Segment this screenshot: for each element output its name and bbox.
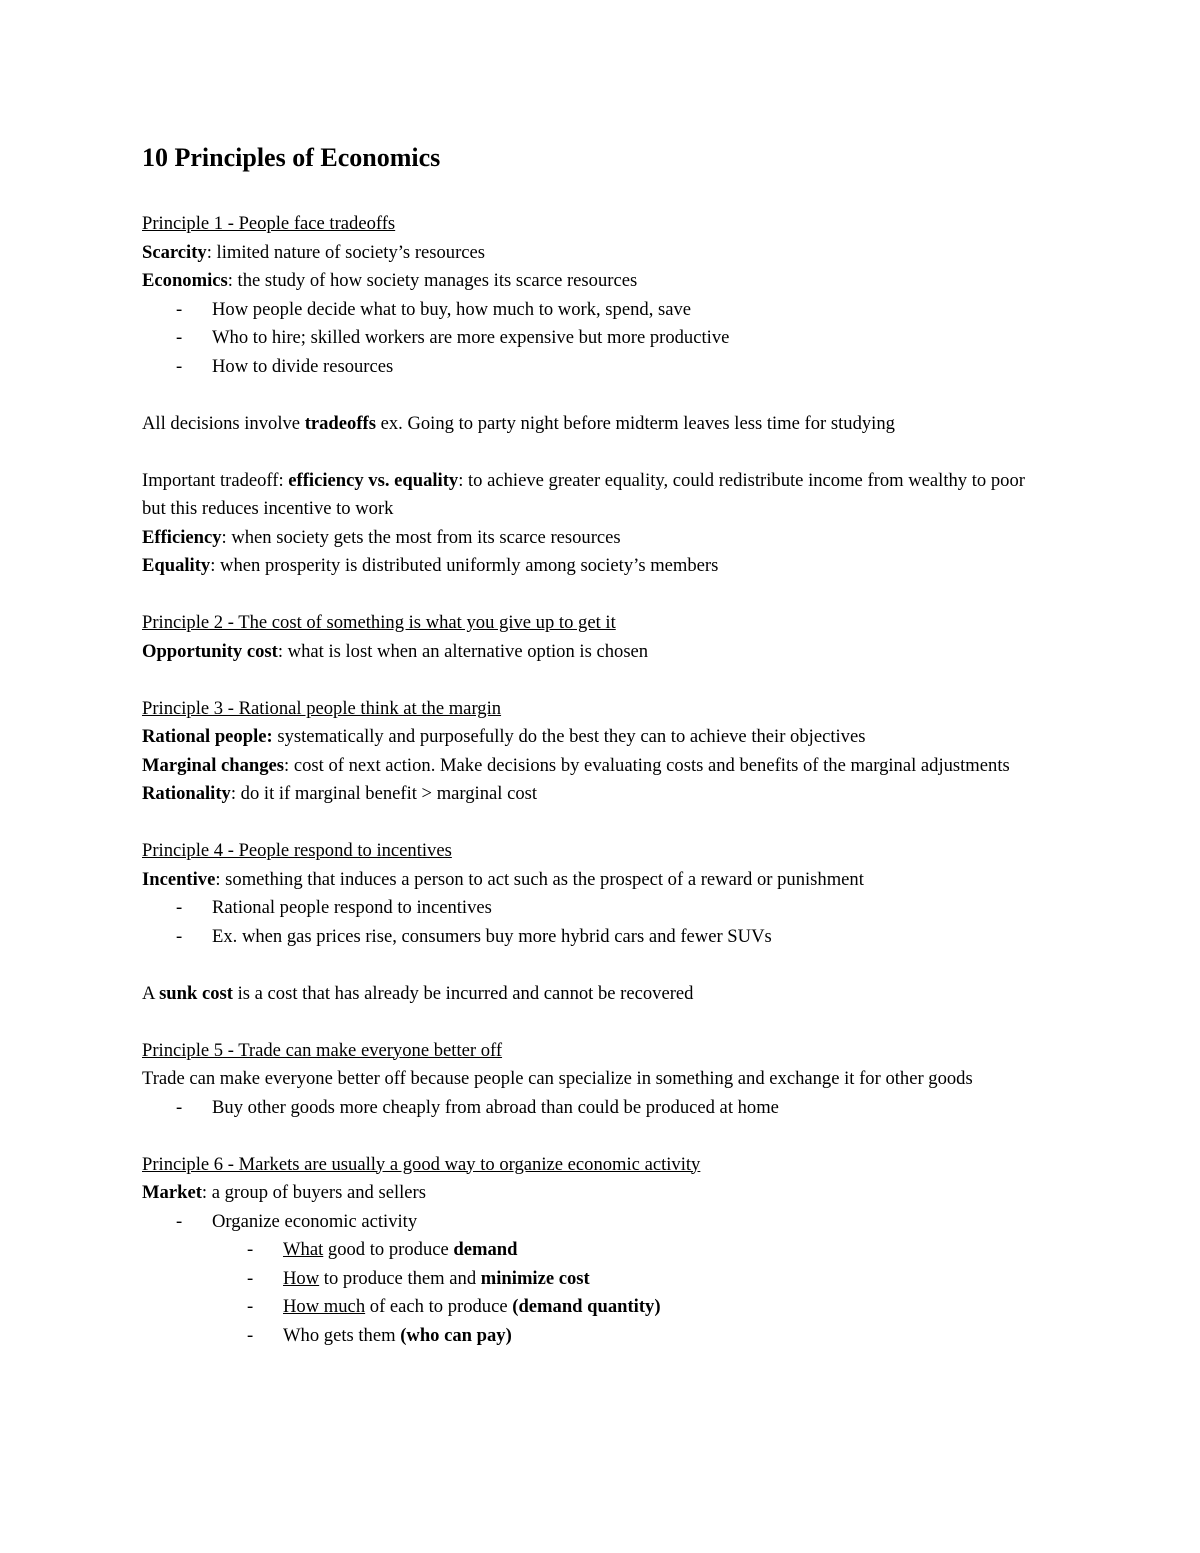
economics-term: Economics — [142, 270, 228, 291]
text-run: to produce them and — [319, 1267, 481, 1289]
document-page — [142, 140, 1062, 1350]
bullet-dash: - — [176, 327, 183, 348]
list-item-text: Who to hire; skilled workers are more expensive but more productive — [212, 327, 730, 348]
page-title: 10 Principles of Economics — [142, 143, 441, 172]
rationality-definition — [142, 780, 1062, 809]
bold-term: (demand quantity) — [512, 1296, 661, 1317]
list-item-text: Ex. when gas prices rise, consumers buy more hybrid cars and fewer SUVs — [212, 925, 772, 947]
important-tradeoff-paragraph — [142, 467, 1052, 524]
sub-list-item — [142, 1236, 1062, 1265]
list-item — [142, 923, 1062, 952]
market-def: : a group of buyers and sellers — [201, 1182, 426, 1203]
list-item — [142, 1094, 1062, 1123]
rational-people-term: Rational people: — [142, 726, 273, 747]
list-item — [142, 353, 1062, 382]
spacer — [142, 666, 1062, 695]
text-run: Who gets them — [283, 1324, 401, 1346]
underlined-term: How — [283, 1267, 320, 1289]
marginal-changes-term: Marginal changes — [142, 754, 285, 776]
underlined-term: How much — [283, 1296, 366, 1317]
incentive-definition — [142, 866, 1062, 895]
principle-2-heading: Principle 2 - The cost of something is what you give up to get it — [142, 612, 616, 633]
bullet-dash: - — [176, 897, 183, 918]
bullet-dash: - — [247, 1239, 254, 1260]
text-run: of each to produce — [365, 1296, 513, 1317]
sub-list-item — [142, 1265, 1062, 1294]
equality-definition — [142, 552, 1062, 581]
efficiency-def: : when society gets the most from its scarce resources — [221, 526, 621, 548]
text-run: A — [142, 982, 160, 1004]
spacer — [142, 438, 1062, 467]
list-item — [142, 894, 1062, 923]
list-item-text: Rational people respond to incentives — [212, 897, 492, 918]
bullet-dash: - — [247, 1324, 254, 1346]
spacer — [142, 381, 1062, 410]
marginal-changes-def: : cost of next action. Make decisions by evaluating costs and benefits of the marginal adjustments — [284, 754, 1010, 776]
bullet-dash: - — [176, 1096, 183, 1118]
text-run: Important tradeoff: — [142, 469, 289, 491]
scarcity-definition — [142, 239, 1062, 268]
list-item — [142, 324, 1062, 353]
rationality-def: : do it if marginal benefit > marginal cost — [230, 783, 538, 804]
trade-paragraph: Trade can make everyone better off because people can specialize in something and exchange it for other goods — [142, 1068, 973, 1089]
bold-term: demand — [453, 1239, 518, 1260]
spacer — [142, 1122, 1062, 1151]
list-item-text: How people decide what to buy, how much to work, spend, save — [212, 298, 692, 320]
bullet-dash: - — [176, 1210, 183, 1232]
list-item — [142, 296, 1062, 325]
bold-term: (who can pay) — [400, 1324, 512, 1346]
text-run: good to produce — [323, 1239, 454, 1260]
bullet-dash: - — [176, 298, 183, 320]
marginal-changes-definition — [142, 752, 1052, 781]
list-item-text: How to divide resources — [212, 355, 394, 377]
efficiency-term: Efficiency — [142, 526, 222, 548]
sub-list-item — [142, 1322, 1062, 1351]
bullet-dash: - — [247, 1296, 254, 1317]
principle-1-heading: Principle 1 - People face tradeoffs — [142, 213, 396, 234]
incentive-def: : something that induces a person to act such as the prospect of a reward or punishment — [215, 868, 864, 890]
sunk-cost-paragraph — [142, 980, 1062, 1009]
underlined-term: What — [283, 1239, 324, 1260]
spacer — [142, 1008, 1062, 1037]
opportunity-cost-term: Opportunity cost — [142, 640, 278, 662]
tradeoffs-paragraph — [142, 410, 1062, 439]
equality-term: Equality — [142, 555, 211, 576]
list-item — [142, 1208, 1062, 1237]
economics-def: : the study of how society manages its scarce resources — [227, 270, 638, 291]
equality-def: : when prosperity is distributed uniformly among society’s members — [210, 555, 719, 576]
market-definition — [142, 1179, 1062, 1208]
efficiency-definition — [142, 524, 1062, 553]
opportunity-cost-def: : what is lost when an alternative option is chosen — [277, 640, 649, 662]
market-term: Market — [142, 1182, 202, 1203]
bold-term: minimize cost — [480, 1267, 590, 1289]
opportunity-cost-definition — [142, 638, 1062, 667]
rationality-term: Rationality — [142, 783, 231, 804]
tradeoffs-term: tradeoffs — [304, 412, 376, 434]
incentive-term: Incentive — [142, 868, 216, 890]
principle-4-heading: Principle 4 - People respond to incentives — [142, 840, 452, 861]
economics-definition — [142, 267, 1062, 296]
spacer — [142, 951, 1062, 980]
scarcity-def: : limited nature of society’s resources — [206, 241, 486, 263]
bullet-dash: - — [247, 1267, 254, 1289]
efficiency-vs-equality-term: efficiency vs. equality — [288, 469, 459, 491]
rational-people-def: systematically and purposefully do the best they can to achieve their objectives — [272, 726, 866, 747]
text-run: All decisions involve — [142, 412, 305, 434]
bullet-dash: - — [176, 355, 183, 377]
principle-3-heading: Principle 3 - Rational people think at the margin — [142, 697, 502, 719]
spacer — [142, 581, 1062, 610]
text-run: : to achieve greater equality, could redistribute income from wealthy to poor but this reduces incentive to work — [142, 469, 1025, 519]
principle-6-heading: Principle 6 - Markets are usually a good way to organize economic activity — [142, 1153, 701, 1175]
text-run: ex. Going to party night before midterm leaves less time for studying — [375, 412, 895, 434]
bullet-dash: - — [176, 925, 183, 947]
rational-people-definition — [142, 723, 1062, 752]
sub-list-item — [142, 1293, 1062, 1322]
list-item-text: Buy other goods more cheaply from abroad than could be produced at home — [212, 1096, 779, 1118]
text-run: is a cost that has already be incurred and cannot be recovered — [232, 982, 694, 1004]
spacer — [142, 809, 1062, 838]
scarcity-term: Scarcity — [142, 241, 207, 263]
list-item-text: Organize economic activity — [212, 1210, 418, 1232]
principle-5-heading: Principle 5 - Trade can make everyone better off — [142, 1039, 503, 1061]
sunk-cost-term: sunk cost — [159, 982, 233, 1004]
